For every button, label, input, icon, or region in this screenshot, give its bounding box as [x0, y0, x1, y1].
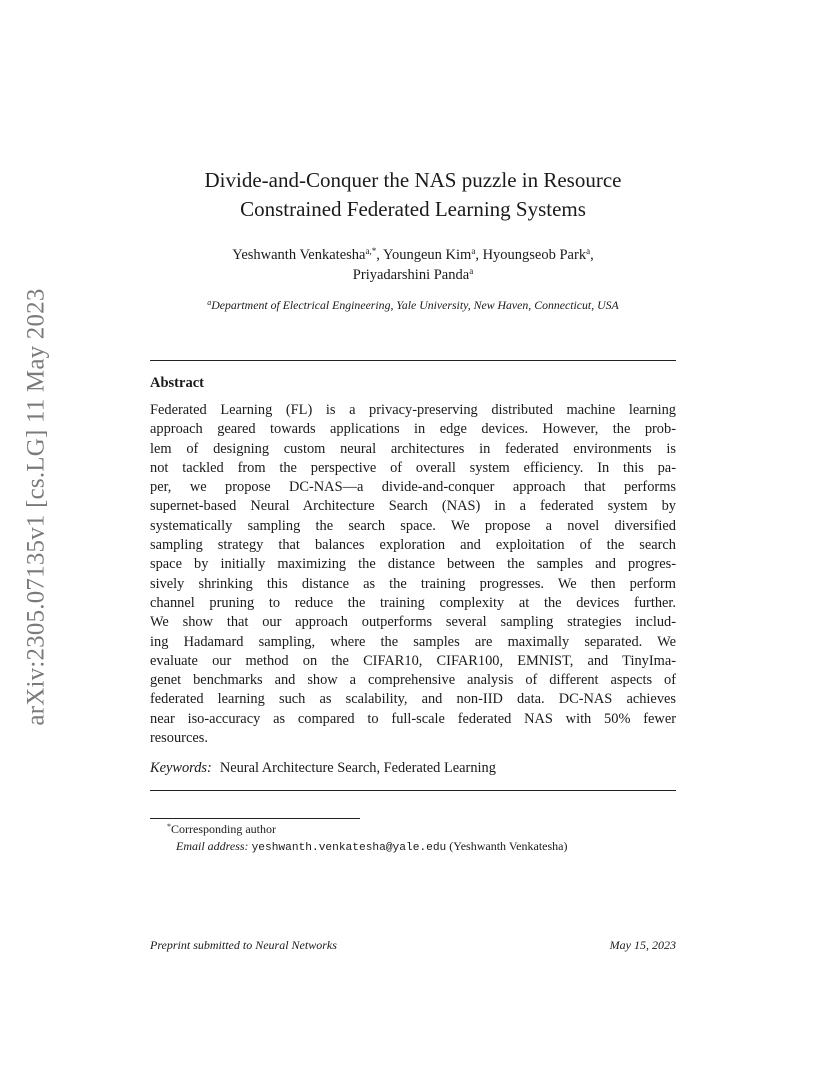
author-list — [150, 245, 676, 285]
abstract-line: supernet-based Neural Architecture Search (NAS) in a federated system by — [150, 498, 676, 515]
author-affiliation-mark: a — [469, 266, 474, 276]
preprint-venue: Preprint submitted to Neural Networks — [150, 938, 337, 952]
email-address-link[interactable]: yeshwanth.venkatesha@yale.edu — [251, 842, 447, 854]
abstract-line: sively shrinking this distance as the training progresses. We then perform — [150, 575, 676, 592]
abstract-line: approach geared towards applications in edge devices. However, the prob- — [150, 421, 676, 438]
abstract-line: near iso-accuracy as compared to full-scale federated NAS with 50% fewer — [150, 710, 676, 727]
affiliation-text: Department of Electrical Engineering, Yale University, New Haven, Connecticut, USA — [211, 298, 619, 312]
abstract-line: federated learning such as scalability, and non-IID data. DC-NAS achieves — [150, 691, 676, 708]
corresponding-mark: * — [167, 822, 171, 831]
arxiv-identifier: arXiv:2305.07135v1 [cs.LG] 11 May 2023 — [23, 288, 51, 726]
abstract-line: channel pruning to reduce the training complexity at the devices further. — [150, 594, 676, 611]
abstract-line: not tackled from the perspective of overall system efficiency. In this pa- — [150, 459, 676, 476]
abstract-line: resources. — [150, 730, 208, 747]
affiliation-mark: a — [207, 298, 212, 307]
abstract-line: Federated Learning (FL) is a privacy-preserving distributed machine learning — [150, 402, 676, 418]
author-separator: , — [376, 247, 383, 263]
author-line-2 — [150, 265, 676, 285]
footnote-rule — [150, 818, 360, 819]
author-separator: , — [590, 247, 594, 263]
email-footnote — [176, 838, 567, 856]
author-name: Youngeun Kim — [382, 247, 472, 263]
title-line-1: Divide-and-Conquer the NAS puzzle in Resource — [204, 168, 622, 192]
author-line-1 — [150, 245, 676, 265]
corresponding-text: Corresponding author — [171, 822, 276, 836]
email-owner: (Yeshwanth Venkatesha) — [449, 839, 568, 853]
abstract-line: systematically sampling the search space. We propose a novel diversified — [150, 517, 676, 534]
abstract-line: lem of designing custom neural architectures in federated environments is — [150, 440, 676, 457]
abstract-line: space by initially maximizing the distance between the samples and progres- — [150, 556, 676, 573]
abstract-body — [150, 401, 676, 748]
keywords-label: Keywords: — [150, 760, 212, 776]
corresponding-author-footnote — [167, 821, 276, 837]
author-affiliation-mark: a — [471, 246, 476, 256]
author-name: Yeshwanth Venkatesha — [232, 247, 366, 263]
keywords — [150, 759, 496, 778]
abstract-heading: Abstract — [150, 375, 204, 391]
keywords-text: Neural Architecture Search, Federated Learning — [219, 760, 496, 776]
arxiv-watermark — [20, 282, 54, 732]
abstract-line: ing Hadamard sampling, where the samples are maximally separated. We — [150, 633, 676, 650]
abstract-top-rule — [150, 360, 676, 361]
preprint-footer — [150, 937, 676, 953]
abstract-line: genet benchmarks and show a comprehensive analysis of different aspects of — [150, 672, 676, 689]
abstract-line: sampling strategy that balances exploration and exploitation of the search — [150, 537, 676, 554]
paper-title — [150, 166, 676, 224]
preprint-date: May 15, 2023 — [609, 938, 676, 952]
abstract-bottom-rule — [150, 790, 676, 791]
abstract-line: per, we propose DC-NAS—a divide-and-conquer approach that performs — [150, 479, 676, 496]
title-line-2: Constrained Federated Learning Systems — [240, 197, 586, 221]
author-affiliation-mark: a — [586, 246, 591, 256]
author-separator: , — [475, 247, 483, 263]
author-name: Hyoungseob Park — [482, 247, 587, 263]
affiliation — [150, 297, 676, 313]
author-affiliation-mark: a,* — [365, 246, 377, 256]
abstract-line: evaluate our method on the CIFAR10, CIFAR100, EMNIST, and TinyIma- — [150, 652, 676, 669]
author-name: Priyadarshini Panda — [352, 267, 470, 283]
email-label: Email address: — [176, 839, 249, 853]
abstract-line: We show that our approach outperforms several sampling strategies includ- — [150, 614, 676, 631]
